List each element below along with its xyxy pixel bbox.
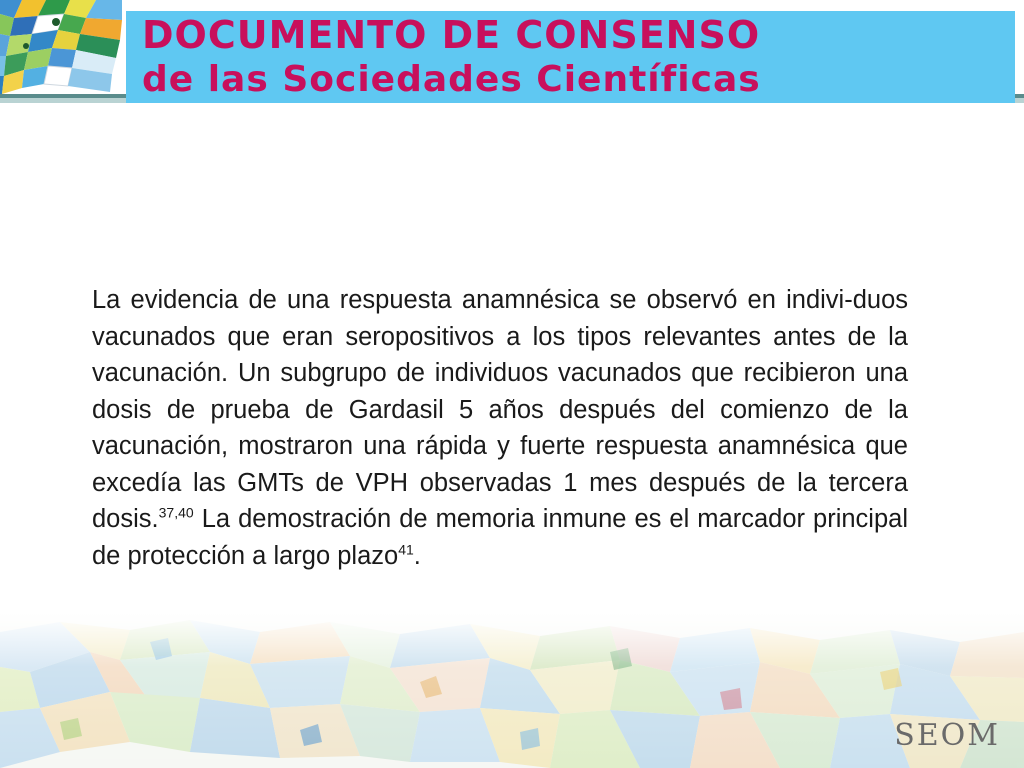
body-paragraph xyxy=(92,282,908,574)
reference-superscript-2: 41 xyxy=(398,541,414,557)
body-text-part-2: La demostración de memoria inmune es el marcador principal de protección a largo plazo xyxy=(92,505,908,570)
title-line-1: DOCUMENTO DE CONSENSO xyxy=(142,13,761,57)
title-line-2: de las Sociedades Científicas xyxy=(142,59,761,100)
title-banner xyxy=(126,11,1015,103)
reference-superscript-1: 37,40 xyxy=(158,504,194,521)
body-text-part-1: La evidencia de una respuesta anamnésica se observó en indivi-duos vacunados que eran seropositivos a los tipos relevantes antes de la vacunación. Un subgrupo de individuos vacunados que recibieron una dosis de prueba de Gardasil 5 años después del comienzo de la vacunación, mostraron una rápida y fuerte respuesta anamnésica que excedía las GMTs de VPH observadas 1 mes después de la tercera dosis. xyxy=(92,286,908,533)
body-text-part-3: . xyxy=(413,541,421,570)
seom-logo: SEOM xyxy=(894,718,1000,753)
mosaic-lizard-icon xyxy=(0,0,122,96)
trencadis-mosaic-icon xyxy=(0,612,1024,768)
